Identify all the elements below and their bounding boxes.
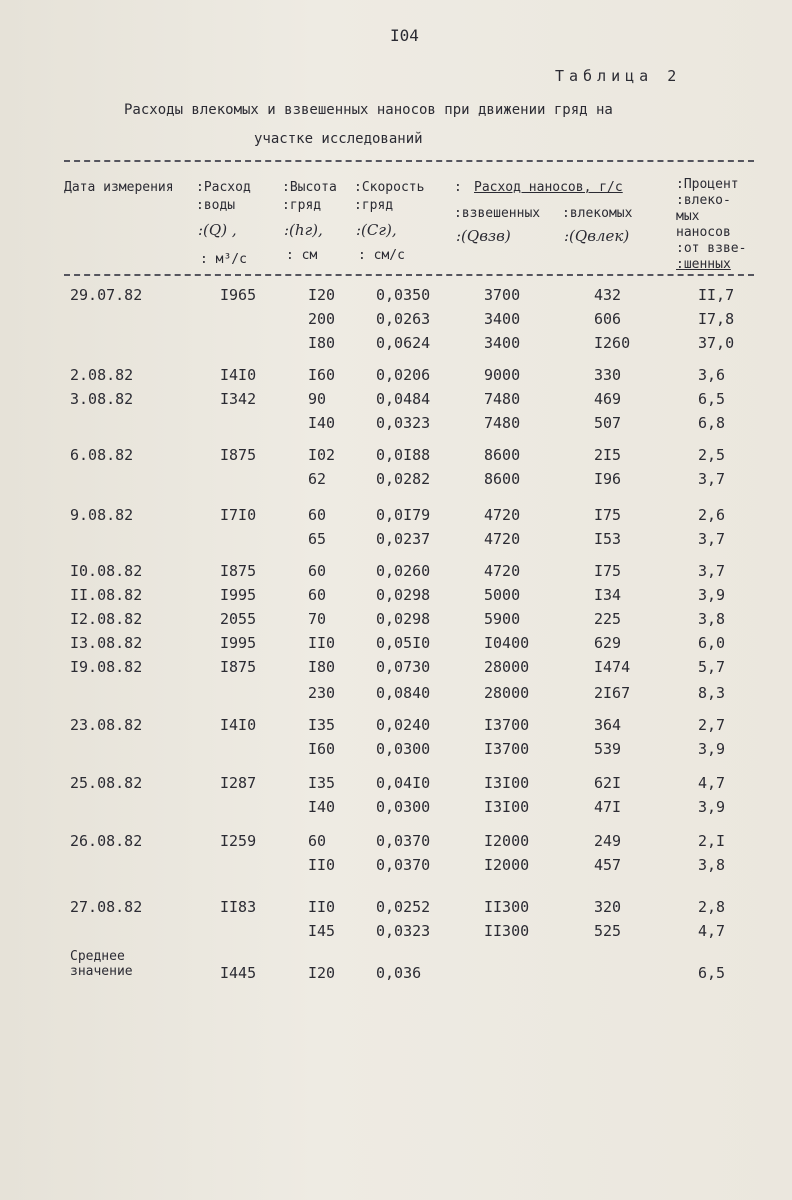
row-height: 230 [308,684,336,702]
row-bedload: 2I5 [594,446,622,464]
row-percent: 3,6 [698,366,726,384]
row-bedload: I474 [594,658,631,676]
row-percent: 2,5 [698,446,726,464]
row-date: I3.08.82 [70,634,143,652]
row-percent: 3,9 [698,740,726,758]
row-flow: I342 [220,390,257,408]
row-suspended: II300 [484,898,530,916]
header-top-rule [64,160,754,162]
header-height-4: : см [286,248,318,263]
row-velocity: 0,0350 [376,286,431,304]
row-flow: I7I0 [220,506,257,524]
row-velocity: 0,0206 [376,366,431,384]
row-flow: I259 [220,832,257,850]
row-flow: I4I0 [220,716,257,734]
row-velocity: 0,0624 [376,334,431,352]
row-velocity: 0,0730 [376,658,431,676]
row-suspended: I3700 [484,716,530,734]
row-flow: I965 [220,286,257,304]
row-suspended: 5000 [484,586,521,604]
header-bedload-2: :(Qвлек) [564,227,630,245]
row-velocity: 0,0300 [376,798,431,816]
row-flow: I995 [220,634,257,652]
header-percent-4: наносов [676,225,731,240]
row-velocity: 0,0260 [376,562,431,580]
row-height: 70 [308,610,327,628]
row-suspended: 3400 [484,334,521,352]
header-date: Дата измерения [64,180,174,195]
row-percent: 3,8 [698,610,726,628]
header-percent-5: :от взве- [676,241,747,256]
row-suspended: 7480 [484,414,521,432]
row-date: 6.08.82 [70,446,134,464]
row-bedload: 2I67 [594,684,631,702]
row-velocity: 0,0840 [376,684,431,702]
row-velocity: 0,04I0 [376,774,431,792]
row-velocity: 0,0323 [376,922,431,940]
row-height: I20 [308,286,336,304]
row-bedload: I53 [594,530,622,548]
row-height: 60 [308,832,327,850]
row-percent: 8,3 [698,684,726,702]
row-percent: 3,9 [698,798,726,816]
row-height: 65 [308,530,327,548]
row-height: II0 [308,856,336,874]
header-bedload-1: :влекомых [562,206,633,221]
header-bottom-rule [64,274,754,276]
row-date: 25.08.82 [70,774,143,792]
row-percent: 2,7 [698,716,726,734]
row-height: I40 [308,798,336,816]
row-suspended: 4720 [484,506,521,524]
row-velocity: 0,0370 [376,856,431,874]
row-height: I35 [308,774,336,792]
row-suspended: I2000 [484,832,530,850]
row-date: II.08.82 [70,586,143,604]
row-height: 60 [308,506,327,524]
row-bedload: I260 [594,334,631,352]
row-suspended: I3I00 [484,774,530,792]
table-title-line-1: Расходы влекомых и взвешенных наносов при движении гряд на [124,102,613,118]
row-bedload: 330 [594,366,622,384]
row-date: I2.08.82 [70,610,143,628]
row-suspended: 3700 [484,286,521,304]
row-bedload: 457 [594,856,622,874]
table-label: Таблица 2 [555,67,682,85]
row-bedload: 469 [594,390,622,408]
row-suspended: 5900 [484,610,521,628]
row-percent: II,7 [698,286,735,304]
row-bedload: 320 [594,898,622,916]
row-velocity: 0,0484 [376,390,431,408]
row-percent: 4,7 [698,774,726,792]
row-date: 27.08.82 [70,898,143,916]
row-flow: II83 [220,898,257,916]
row-flow: 2055 [220,610,257,628]
row-velocity: 0,0298 [376,610,431,628]
header-velocity-4: : см/с [358,248,405,263]
row-velocity: 0,0370 [376,832,431,850]
header-sediment-title: Расход наносов, г/с [474,180,623,195]
mean-label-2: значение [70,964,133,979]
row-percent: 3,7 [698,530,726,548]
header-flow-3: :(Q) , [198,221,237,239]
header-flow-4: : м³/с [200,252,247,267]
row-height: II0 [308,634,336,652]
row-bedload: I96 [594,470,622,488]
row-date: 9.08.82 [70,506,134,524]
row-percent: 6,5 [698,390,726,408]
row-flow: I287 [220,774,257,792]
row-height: I60 [308,366,336,384]
row-percent: 3,7 [698,562,726,580]
row-percent: 2,8 [698,898,726,916]
row-bedload: 432 [594,286,622,304]
table-title-line-2: участке исследований [254,131,423,147]
row-velocity: 0,0323 [376,414,431,432]
mean-percent: 6,5 [698,964,726,982]
row-suspended: I3I00 [484,798,530,816]
mean-label-1: Среднее [70,949,125,964]
row-height: 60 [308,586,327,604]
row-velocity: 0,0298 [376,586,431,604]
row-date: 2.08.82 [70,366,134,384]
row-height: I60 [308,740,336,758]
row-height: I80 [308,334,336,352]
header-flow-2: :воды [196,198,236,213]
mean-velocity: 0,036 [376,964,422,982]
row-velocity: 0,0240 [376,716,431,734]
row-percent: 37,0 [698,334,735,352]
row-bedload: I34 [594,586,622,604]
row-suspended: I0400 [484,634,530,652]
page-number: I04 [390,26,419,45]
header-velocity-1: :Скорость [354,180,425,195]
header-percent-1: :Процент [676,177,739,192]
header-percent-6: :шенных [676,257,731,272]
mean-height: I20 [308,964,336,982]
row-height: II0 [308,898,336,916]
mean-flow: I445 [220,964,257,982]
row-percent: I7,8 [698,310,735,328]
row-date: 3.08.82 [70,390,134,408]
row-flow: I875 [220,446,257,464]
row-suspended: 28000 [484,684,530,702]
row-height: I35 [308,716,336,734]
row-percent: 3,7 [698,470,726,488]
row-height: 62 [308,470,327,488]
header-velocity-3: :(Cг), [356,221,397,239]
header-height-3: :(hг), [284,221,323,239]
row-bedload: 629 [594,634,622,652]
row-date: 26.08.82 [70,832,143,850]
row-velocity: 0,0263 [376,310,431,328]
row-height: I45 [308,922,336,940]
row-bedload: 62I [594,774,622,792]
row-date: 29.07.82 [70,286,143,304]
row-bedload: 364 [594,716,622,734]
row-bedload: I75 [594,562,622,580]
row-percent: 3,9 [698,586,726,604]
row-percent: 2,I [698,832,726,850]
row-velocity: 0,05I0 [376,634,431,652]
row-percent: 4,7 [698,922,726,940]
row-flow: I875 [220,658,257,676]
row-suspended: II300 [484,922,530,940]
row-velocity: 0,0300 [376,740,431,758]
row-flow: I995 [220,586,257,604]
row-suspended: 4720 [484,562,521,580]
row-suspended: 28000 [484,658,530,676]
header-height-1: :Высота [282,180,337,195]
row-bedload: I75 [594,506,622,524]
row-height: 200 [308,310,336,328]
header-percent-3: мых [676,209,700,224]
row-suspended: 8600 [484,446,521,464]
header-height-2: :гряд [282,198,322,213]
row-height: I80 [308,658,336,676]
row-percent: 2,6 [698,506,726,524]
document-page: I04 Таблица 2 Расходы влекомых и взвешенных наносов при движении гряд на участке исследований Дата измерения :Расход :воды :(Q) , : м³/с :Высота :гряд :(hг), : см :Скорость :гряд :(Cг), : см/с : Расход наносов, г/с :взвешенных :(Qвзв) :влекомых :(Qвлек) :Процент :влеко- мых наносов :от взве- :шенных 29.07.82 I965 I20 0,0350 3700 432 II,7 200 0,0263 3400 606 I7,8 I80 0,0624 3400 I260 37,0 2.08.82 I4I0 I60 0,0206 9000 330 3,6 3.08.82 I342 90 0,0484 7480 469 6,5 I40 0,0323 7480 507 6,8 6.08.82 I875 I02 0,0I88 8600 2I5 2,5 62 0,0282 8600 I96 3,7 9.08.82 I7I0 60 0,0I79 4720 I75 2,6 65 0,0237 4720 I53 3,7 I0.08.82 I875 60 0,0260 4720 I75 3,7 II.08.82 I995 60 0,0298 5000 I34 3,9 I2.08.82 2055 70 0,0298 5900 225 3,8 I3.08.82 I995 II0 0,05I0 I0400 629 6,0 I9.08.82 I875 I80 0,0730 28000 I474 5,7 230 0,0840 28000 2I67 8,3 23.08.82 I4I0 I35 0,0240 I3700 364 2,7 I60 0,0300 I3700 539 3,9 25.08.82 I287 I35 0,04I0 I3I00 62I 4,7 I40 0,0300 I3I00 47I 3,9 26.08.82 I259 60 0,0370 I2000 249 2,I II0 0,0370 I2000 457 3,8 27.08.82 II83 II0 0,0252 II300 320 2,8 I45 0,0323 II300 525 4,7 Среднее значение I445 I20 0,036 6,5 [0,0,792,1200]
row-flow: I875 [220,562,257,580]
row-velocity: 0,0I88 [376,446,431,464]
row-bedload: 539 [594,740,622,758]
row-percent: 5,7 [698,658,726,676]
row-velocity: 0,0282 [376,470,431,488]
row-suspended: I3700 [484,740,530,758]
row-suspended: 8600 [484,470,521,488]
row-suspended: 3400 [484,310,521,328]
row-bedload: 47I [594,798,622,816]
row-suspended: I2000 [484,856,530,874]
header-flow-1: :Расход [196,180,251,195]
row-percent: 3,8 [698,856,726,874]
row-bedload: 525 [594,922,622,940]
header-percent-2: :влеко- [676,193,731,208]
row-percent: 6,8 [698,414,726,432]
row-height: I40 [308,414,336,432]
header-suspended-1: :взвешенных [454,206,541,221]
row-height: I02 [308,446,336,464]
header-suspended-2: :(Qвзв) [456,227,511,245]
row-suspended: 9000 [484,366,521,384]
row-bedload: 507 [594,414,622,432]
row-bedload: 249 [594,832,622,850]
row-flow: I4I0 [220,366,257,384]
row-velocity: 0,0252 [376,898,431,916]
row-velocity: 0,0I79 [376,506,431,524]
row-date: I9.08.82 [70,658,143,676]
header-velocity-2: :гряд [354,198,394,213]
row-height: 90 [308,390,327,408]
row-bedload: 606 [594,310,622,328]
row-suspended: 4720 [484,530,521,548]
row-suspended: 7480 [484,390,521,408]
row-velocity: 0,0237 [376,530,431,548]
row-percent: 6,0 [698,634,726,652]
row-date: I0.08.82 [70,562,143,580]
row-bedload: 225 [594,610,622,628]
row-height: 60 [308,562,327,580]
row-date: 23.08.82 [70,716,143,734]
